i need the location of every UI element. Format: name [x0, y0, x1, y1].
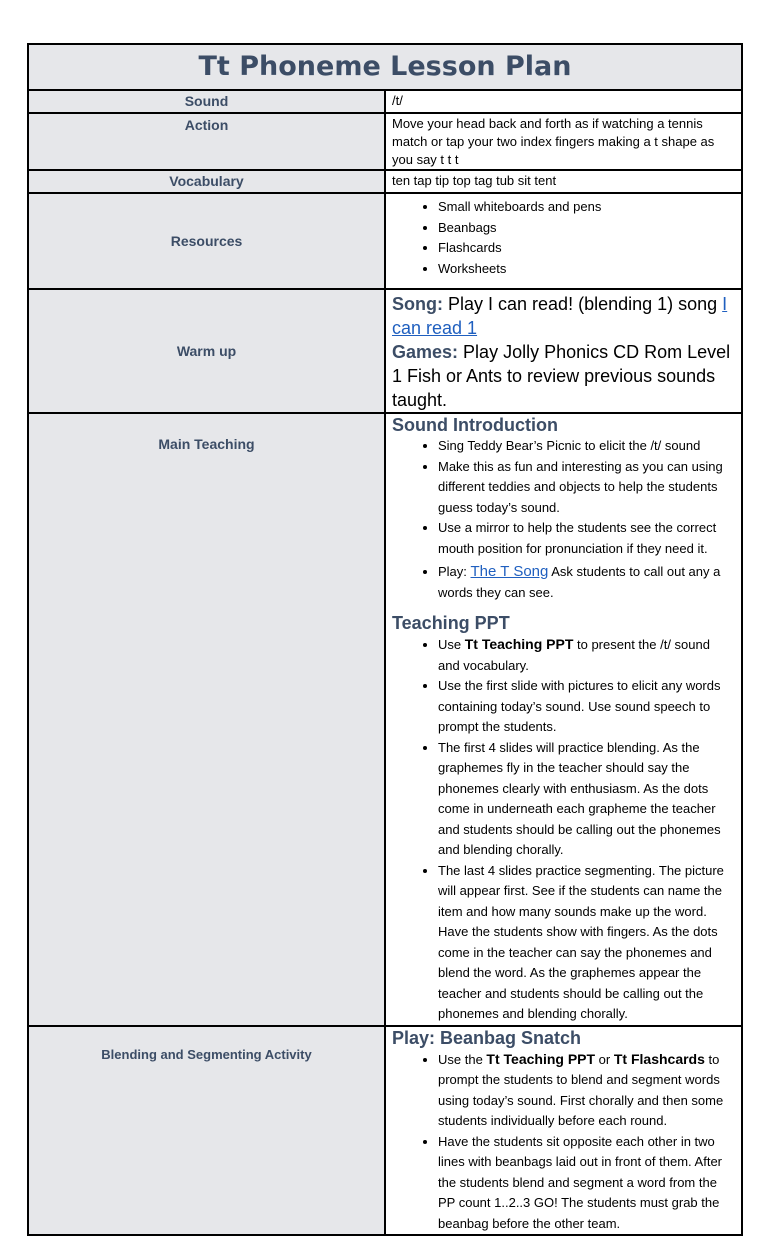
play-prefix: Play: — [438, 564, 471, 579]
main-teaching-label: Main Teaching — [158, 436, 255, 452]
list-item: • Beanbags — [438, 218, 735, 239]
sound-introduction-list — [392, 436, 735, 603]
resources-label-cell — [28, 193, 385, 289]
vocabulary-label-cell — [28, 170, 385, 193]
list-item: • Make this as fun and interesting as you can using different teddies and objects to help the students guess today’s sound. — [438, 457, 735, 519]
spacer — [392, 603, 735, 613]
resources-value-cell — [385, 193, 742, 289]
main-teaching-value-cell — [385, 413, 742, 1026]
vocabulary-value-cell — [385, 170, 742, 193]
action-value-cell — [385, 113, 742, 170]
i-can-read-link[interactable]: I can read 1 — [392, 294, 728, 338]
blending-list — [392, 1049, 735, 1235]
song-label: Song: — [392, 294, 443, 314]
games-label: Games: — [392, 342, 459, 362]
vocabulary-value: ten tap tip top tag tub sit tent — [392, 173, 557, 188]
action-value: Move your head back and forth as if watching a tennis match or tap your two index fingers making a t shape as you say t t t — [392, 116, 715, 167]
sound-introduction-heading: Sound Introduction — [392, 415, 558, 435]
main-teaching-label-cell — [28, 413, 385, 1026]
song-line — [392, 292, 735, 340]
warmup-label-cell — [28, 289, 385, 413]
teaching-ppt-heading: Teaching PPT — [392, 613, 510, 633]
sound-label-cell — [28, 90, 385, 113]
vocabulary-label: Vocabulary — [169, 173, 244, 189]
blend-item-bold-ppt: Tt Teaching PPT — [486, 1050, 596, 1067]
list-item — [438, 634, 735, 676]
warmup-label: Warm up — [176, 343, 237, 359]
games-text: Play Jolly Phonics CD Rom Level 1 Fish or Ants to review previous sounds taught. — [392, 342, 731, 410]
the-t-song-link[interactable]: The T Song — [470, 563, 549, 580]
sound-value: /t/ — [392, 93, 403, 108]
blend-item-prefix: Use the — [438, 1051, 487, 1067]
blending-value-cell — [385, 1026, 742, 1236]
list-item: • The last 4 slides practice segmenting. The picture will appear first. See if the students can name the item and how many sounds make up the word. Have the students show with fingers. As the dots come in the teacher can say the phonemes and blend the word. As the graphemes appear the teacher and students should be calling out the phonemes and blending chorally. — [438, 861, 735, 1025]
sound-label: Sound — [184, 93, 229, 109]
action-label-cell — [28, 113, 385, 170]
list-item — [438, 562, 735, 603]
list-item — [438, 1049, 735, 1132]
list-item: • Use the first slide with pictures to elicit any words containing today’s sound. Use sound speech to prompt the students. — [438, 676, 735, 738]
list-item: • Have the students sit opposite each other in two lines with beanbags laid out in front of them. After the students blend and segment a word from the PP count 1..2..3 GO! The students must grab the beanbag before the other team. — [438, 1132, 735, 1235]
resources-list — [392, 197, 735, 279]
list-item: • Small whiteboards and pens — [438, 197, 735, 218]
list-item: • Sing Teddy Bear’s Picnic to elicit the /t/ sound — [438, 436, 735, 457]
teaching-ppt-list — [392, 634, 735, 1025]
ppt-item-prefix: Use — [438, 637, 465, 652]
blend-item-bold-flashcards: Tt Flashcards — [613, 1050, 705, 1067]
page-title: Tt Phoneme Lesson Plan — [198, 51, 572, 82]
lesson-plan-document — [27, 43, 743, 1236]
blending-label: Blending and Segmenting Activity — [101, 1046, 312, 1062]
warmup-value-cell — [385, 289, 742, 413]
ppt-item-suffix: to present the /t/ sound and vocabulary. — [438, 637, 710, 673]
action-label: Action — [184, 117, 229, 133]
ppt-item-bold: Tt Teaching PPT — [464, 636, 574, 652]
list-item: • The first 4 slides will practice blending. As the graphemes fly in the teacher should say the phonemes clearly with enthusiasm. As the dots come in underneath each grapheme the teacher and students should be calling out the phonemes and blending chorally. — [438, 738, 735, 861]
blending-label-cell — [28, 1026, 385, 1236]
lesson-plan-table — [27, 43, 743, 1236]
blend-item-mid: or — [595, 1051, 614, 1067]
title-cell — [28, 44, 742, 90]
sound-value-cell — [385, 90, 742, 113]
play-suffix: Ask students to call out any a words they can see. — [438, 564, 721, 600]
games-line — [392, 340, 735, 412]
list-item: • Use a mirror to help the students see the correct mouth position for pronunciation if they need it. — [438, 518, 735, 559]
beanbag-snatch-heading: Play: Beanbag Snatch — [392, 1027, 582, 1048]
song-text: Play I can read! (blending 1) song — [443, 294, 723, 314]
blend-item-suffix: to prompt the students to blend and segment words using today’s sound. First chorally and then some students individually before each round. — [438, 1051, 724, 1128]
list-item: • Worksheets — [438, 259, 735, 280]
resources-label: Resources — [170, 233, 243, 249]
list-item: • Flashcards — [438, 238, 735, 259]
